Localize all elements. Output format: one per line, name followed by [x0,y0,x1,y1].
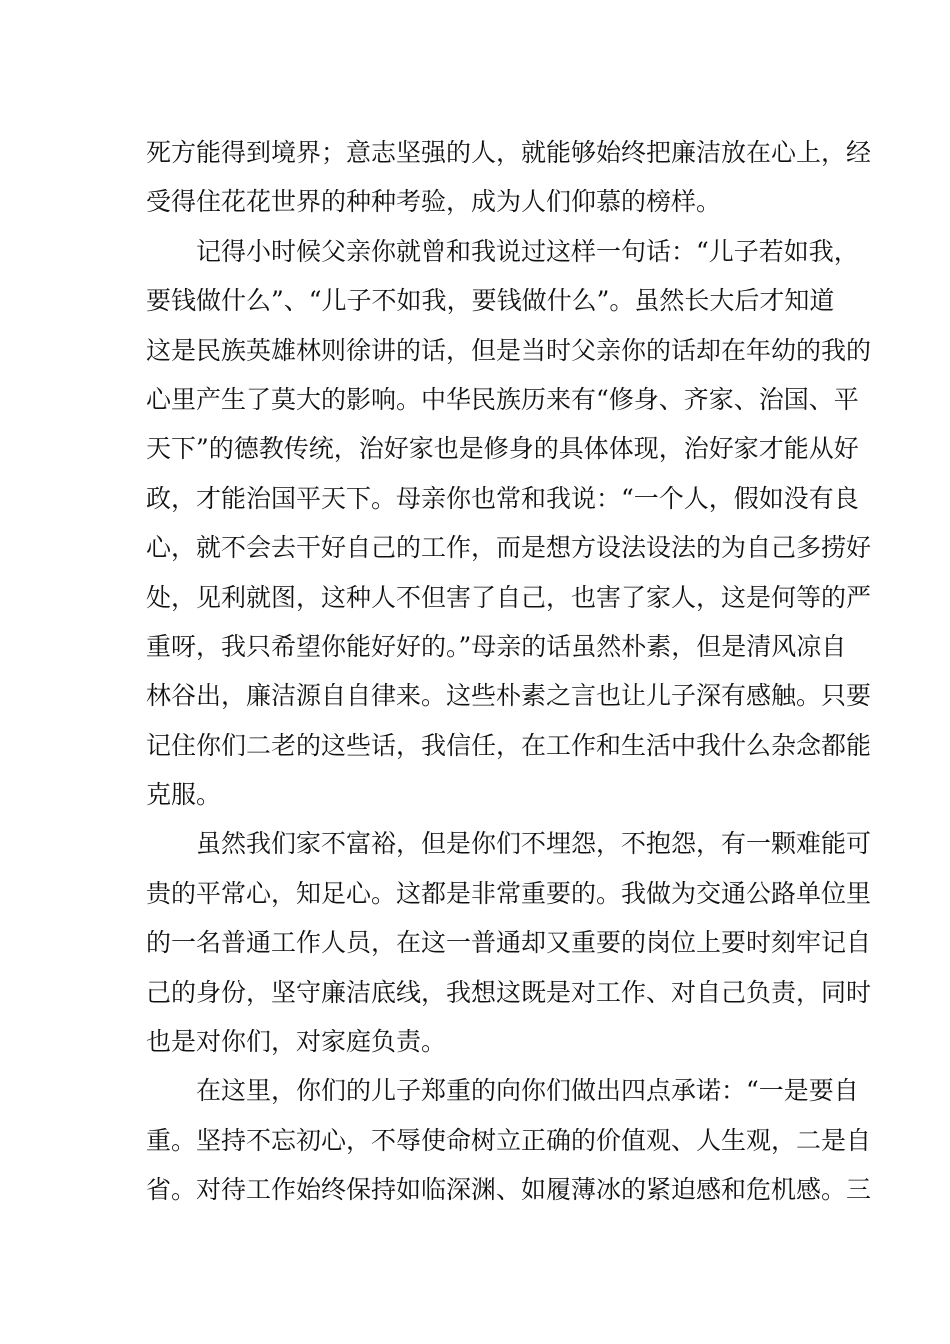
paragraph-2-line-2: 要钱做什么”、“儿子不如我，要钱做什么”。虽然长大后才知道 [146,286,835,316]
paragraph-2-line-6: 政，才能治国平天下。母亲你也常和我说：“一个人，假如没有良 [146,483,859,513]
paragraph-1-line-2: 受得住花花世界的种种考验，成为人们仰慕的榜样。 [146,187,722,217]
paragraph-4-line-2: 重。坚持不忘初心，不辱使命树立正确的价值观、人生观，二是自 [146,1125,872,1155]
paragraph-2-line-12: 克服。 [146,780,222,810]
paragraph-1-line-1: 死方能得到境界；意志坚强的人，就能够始终把廉洁放在心上，经 [146,138,872,167]
paragraph-2-line-4: 心里产生了莫大的影响。中华民族历来有“修身、齐家、治国、平 [146,384,859,414]
paragraph-3-line-2: 贵的平常心，知足心。这都是非常重要的。我做为交通公路单位里 [146,878,872,908]
paragraph-4-line-3: 省。对待工作始终保持如临深渊、如履薄冰的紧迫感和危机感。三 [146,1175,872,1205]
paragraph-4-line-1: 在这里，你们的儿子郑重的向你们做出四点承诺：“一是要自 [196,1076,859,1106]
paragraph-3-line-1: 虽然我们家不富裕，但是你们不埋怨，不抱怨，有一颗难能可 [196,829,872,859]
paragraph-2-line-5: 天下”的德教传统，治好家也是修身的具体体现，治好家才能从好 [146,434,859,464]
paragraph-2-line-11: 记住你们二老的这些话，我信任，在工作和生活中我什么杂念都能 [146,730,872,760]
paragraph-3-line-5: 也是对你们，对家庭负责。 [146,1027,447,1057]
paragraph-2-line-3: 这是民族英雄林则徐讲的话，但是当时父亲你的话却在年幼的我的 [146,335,872,365]
paragraph-2-line-9: 重呀，我只希望你能好好的。”母亲的话虽然朴素，但是清风凉自 [146,631,847,661]
document-body [146,128,872,1215]
paragraph-2-line-10: 林谷出，廉洁源自自律来。这些朴素之言也让儿子深有感触。只要 [146,681,872,711]
paragraph-3-line-4: 己的身份，坚守廉洁底线，我想这既是对工作、对自己负责，同时 [146,977,872,1007]
paragraph-2-line-1: 记得小时候父亲你就曾和我说过这样一句话：“儿子若如我， [196,236,859,266]
paragraph-2-line-7: 心，就不会去干好自己的工作，而是想方设法设法的为自己多捞好 [146,533,872,563]
paragraph-2-line-8: 处，见利就图，这种人不但害了自己，也害了家人，这是何等的严 [146,582,872,612]
paragraph-3-line-3: 的一名普通工作人员，在这一普通却又重要的岗位上要时刻牢记自 [146,928,872,958]
